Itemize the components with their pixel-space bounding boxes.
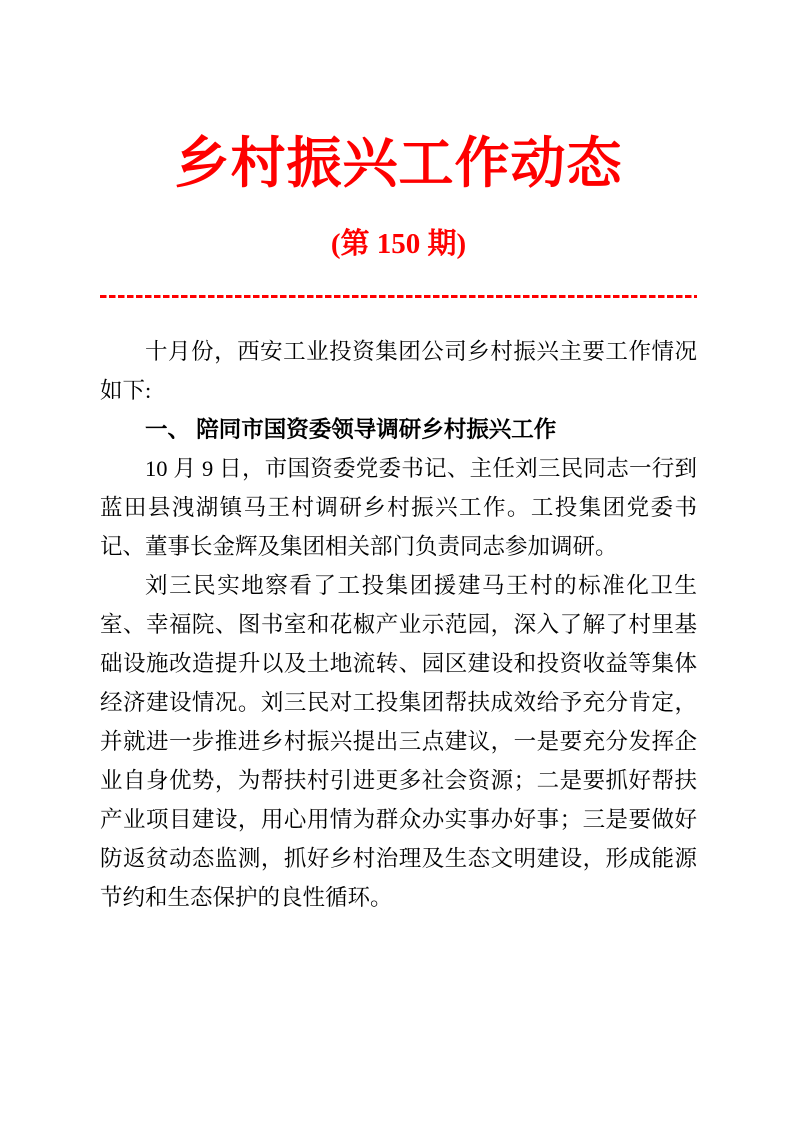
issue-number: (第 150 期) xyxy=(330,227,467,260)
intro-paragraph: 十月份，西安工业投资集团公司乡村振兴主要工作情况如下: xyxy=(100,338,697,403)
section-1-heading: 一、 陪同市国资委领导调研乡村振兴工作 xyxy=(145,416,557,442)
section-1-paragraph-2: 刘三民实地察看了工投集团援建马王村的标准化卫生室、幸福院、图书室和花椒产业示范园，深入了解了村里基础设施改造提升以及土地流转、园区建设和投资收益等集体经济建设情况。刘三民对工投集团帮扶成效给予充分肯定，并就进一步推进乡村振兴提出三点建议，一是要充分发挥企业自身优势，为帮扶村引进更多社会资源；二是要抓好帮扶产业项目建设，用心用情为群众办实事办好事；三是要做好防返贫动态监测，抓好乡村治理及生态文明建设，形成能源节约和生态保护的良性循环。 xyxy=(100,572,697,910)
red-dashed-divider xyxy=(100,295,697,298)
section-1-paragraph-1: 10 月 9 日，市国资委党委书记、主任刘三民同志一行到蓝田县洩湖镇马王村调研乡村振兴工作。工投集团党委书记、董事长金辉及集团相关部门负责同志参加调研。 xyxy=(100,455,697,559)
document-title: 乡村振兴工作动态 xyxy=(174,133,623,194)
document-body xyxy=(100,332,697,917)
